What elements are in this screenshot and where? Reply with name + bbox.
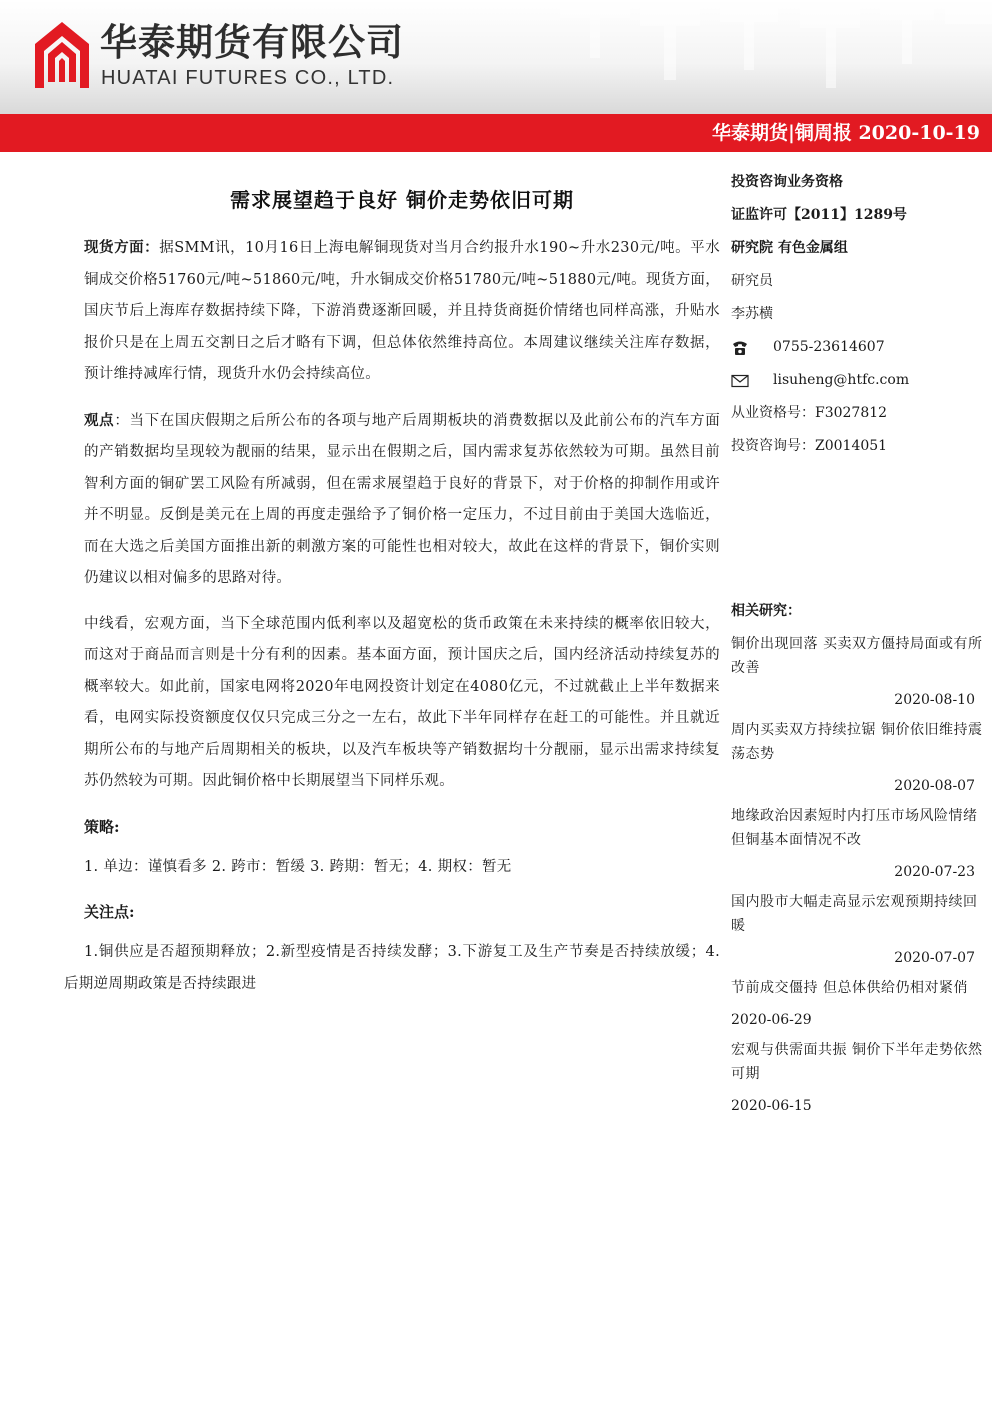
related-item[interactable] [731,976,983,1038]
related-item-title[interactable]: 国内股市大幅走高显示宏观预期持续回暖 [731,894,978,934]
analyst-name: 李苏横 [731,306,773,322]
strategy-text: 1. 单边：谨慎看多 2. 跨市：暂缓 3. 跨期：暂无；4. 期权：暂无 [84,858,512,875]
spot-paragraph [84,232,720,391]
phone-row [731,331,983,364]
strategy-heading: 策略: [84,817,120,836]
related-item-title[interactable]: 宏观与供需面共振 铜价下半年走势依然可期 [731,1042,983,1082]
report-banner [0,114,992,152]
report-title: 需求展望趋于良好 铜价走势依旧可期 [230,188,574,212]
practice-certificate: 从业资格号：F3027812 [731,405,888,421]
related-item[interactable] [731,632,983,718]
midterm-paragraph: 中线看，宏观方面，当下全球范围内低利率以及超宽松的货币政策在未来持续的概率依旧较大，而这对于商品而言则是十分有利的因素。基本面方面，预计国庆之后，国内经济活动持续复苏的概率较大。如此前，国家电网将2020年电网投资计划定在4080亿元，不过就截止上半年数据来看，电网实际投资额度仅仅只完成三分之一左右，故此下半年同样存在赶工的可能性。并且就近期所公布的与地产后周期相关的板块，以及汽车板块等产销数据均十分靓丽，显示出需求持续复苏仍然较为可期。因此铜价格中长期展望当下同样乐观。 [84,615,720,789]
view-paragraph [84,405,720,595]
related-item[interactable] [731,890,983,976]
related-item-date: 2020-08-10 [894,692,975,708]
focus-heading: 关注点: [84,903,135,921]
related-research-list [731,632,983,1124]
page-header [0,0,992,114]
spot-text: 据SMM讯，10月16日上海电解铜现货对当月合约报升水190~升水230元/吨。平水铜成交价格51760元/吨~51860元/吨，升水铜成交价格51780元/吨~51880元/吨。现货方面，国庆节后上海库存数据持续下降，下游消费逐渐回暖，并且持货商挺价情绪也同样高涨，升贴水报价只是在上周五交割日之后才略有下调，但总体依然维持高位。本周建议继续关注库存数据，预计维持减库行情，现货升水仍会持续高位。 [84,240,721,382]
related-research-heading: 相关研究： [731,603,801,619]
company-name-cn: 华泰期货有限公司 [100,21,404,64]
related-item-date: 2020-06-15 [731,1098,812,1114]
company-name-en: HUATAI FUTURES CO., LTD. [101,67,395,89]
related-item-date: 2020-06-29 [731,1012,812,1028]
related-item[interactable] [731,1038,983,1124]
phone-number: 0755-23614607 [773,339,885,355]
related-item-title[interactable]: 周内买卖双方持续拉锯 铜价依旧维持震荡态势 [731,722,983,762]
related-item-title[interactable]: 铜价出现回落 买卖双方僵持局面或有所改善 [731,636,983,676]
related-item-title[interactable]: 节前成交僵持 但总体供给仍相对紧俏 [731,980,968,996]
huatai-logo-icon [33,20,91,90]
license-number: 证监许可【2011】1289号 [731,207,907,223]
phone-icon [731,340,749,356]
view-text: ：当下在国庆假期之后所公布的各项与地产后周期板块的消费数据以及此前公布的汽车方面的产销数据均呈现较为靓丽的结果，显示出在假期之后，国内需求复苏依然较为可期。虽然目前智利方面的铜矿罢工风险有所减弱，但在需求展望趋于良好的背景下，对于价格的抑制作用或许并不明显。反倒是美元在上周的再度走强给予了铜价格一定压力，不过目前由于美国大选临近，而在大选之后美国方面推出新的刺激方案的可能性也相对较大，故此在这样的背景下，铜价实则仍建议以相对偏多的思路对待。 [84,412,720,586]
related-item-date: 2020-07-23 [894,864,975,880]
related-item-date: 2020-08-07 [894,778,975,794]
sidebar [731,166,983,463]
email-row[interactable] [731,364,983,397]
related-item-title[interactable]: 地缘政治因素短时内打压市场风险情绪 但铜基本面情况不改 [731,808,978,848]
report-tag: 华泰期货|铜周报 2020-10-19 [711,122,980,144]
focus-text: 1.铜供应是否超预期释放；2.新型疫情是否持续发酵；3.下游复工及生产节奏是否持续放缓；4. 后期逆周期政策是否持续跟进 [64,944,720,992]
envelope-icon [731,373,749,389]
research-institute: 研究院 有色金属组 [731,240,848,256]
analyst-role: 研究员 [731,273,773,289]
related-item[interactable] [731,804,983,890]
main-content [64,186,721,1014]
view-lead: 观点 [84,411,115,429]
advisory-certificate: 投资咨询号：Z0014051 [731,438,888,454]
related-item-date: 2020-07-07 [894,950,975,966]
qualification: 投资咨询业务资格 [731,174,843,190]
spot-lead: 现货方面： [84,239,160,256]
email-address[interactable]: lisuheng@htfc.com [773,372,910,388]
related-item[interactable] [731,718,983,804]
